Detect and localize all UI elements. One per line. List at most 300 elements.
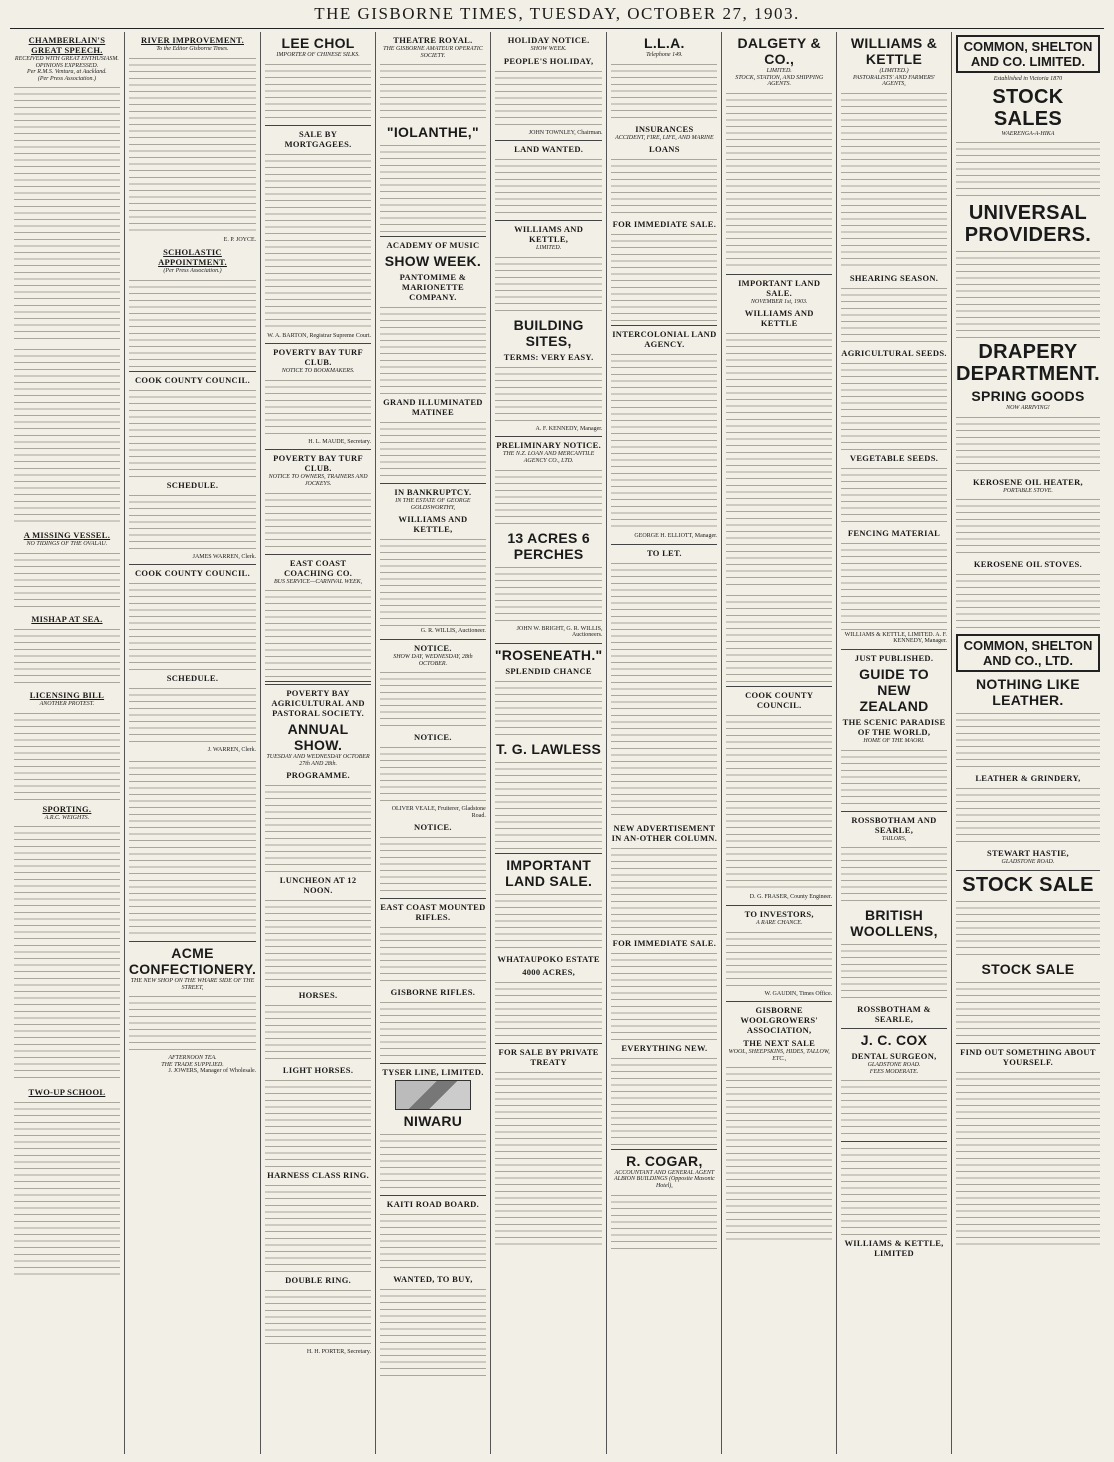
headline: THEATRE ROYAL.: [393, 35, 473, 45]
headline: GISBORNE RIFLES.: [390, 987, 476, 998]
headline: RIVER IMPROVEMENT.: [141, 35, 244, 45]
headline: STEWART HASTIE,: [986, 848, 1069, 859]
body-text: [841, 465, 947, 525]
body-text: [611, 351, 717, 531]
body-text: [841, 285, 947, 345]
headline: PROGRAMME.: [286, 770, 350, 781]
headline: 4000 ACRES,: [522, 966, 576, 977]
body-text: [265, 490, 371, 550]
headline: FOR IMMEDIATE SALE.: [612, 219, 717, 230]
divider: [129, 371, 256, 372]
body-text: [841, 844, 947, 904]
subheadline: ACCIDENT, FIRE, LIFE, AND MARINE: [615, 134, 714, 141]
schedule-table: [129, 685, 256, 745]
headline: STOCK SALES: [992, 85, 1064, 130]
notice-bankruptcy: [380, 487, 486, 635]
signature: A. F. KENNEDY, Manager.: [535, 425, 603, 432]
body-text: [380, 1211, 486, 1271]
body-text: [14, 626, 120, 686]
signature: G. R. WILLIS, Auctioneer.: [420, 628, 486, 635]
body-text: [611, 1055, 717, 1145]
subheadline: NO TIDINGS OF THE OVALAU.: [26, 541, 108, 548]
subheadline: TUESDAY AND WEDNESDAY OCTOBER 27th AND 28th.: [266, 754, 370, 767]
ad-williams-kettle: [841, 35, 947, 645]
body-text: [495, 254, 603, 314]
headline: LEE CHOL: [281, 35, 355, 51]
body-text: [380, 536, 486, 626]
divider: [380, 639, 486, 640]
divider: [129, 941, 256, 942]
body-text: [265, 782, 371, 872]
divider: [841, 1141, 947, 1142]
body-text: [265, 1287, 371, 1347]
headline: KEROSENE OIL HEATER,: [972, 476, 1083, 487]
body-text: [956, 496, 1100, 556]
ad-land-sale: [495, 857, 603, 1039]
body-text: [14, 1099, 120, 1279]
headline: SPORTING.: [42, 803, 92, 814]
subheadline: Established in Victoria 1870: [993, 76, 1063, 82]
ad-mortgagee-sale: [265, 129, 371, 340]
subheadline: NOTICE TO BOOKMAKERS.: [281, 368, 355, 375]
signature: W. GAUDIN, Times Office.: [764, 990, 833, 997]
headline: COOK COUNTY COUNCIL.: [134, 568, 250, 579]
headline: UNIVERSAL PROVIDERS.: [964, 202, 1092, 247]
dateline: Per R.M.S. Ventura, at Auckland.: [27, 69, 107, 76]
body-text: [726, 90, 832, 270]
subheadline: PASTORALISTS' AND FARMERS' AGENTS,: [852, 74, 936, 88]
body-text: [841, 90, 947, 270]
body-text: [265, 1077, 371, 1167]
headline: DALGETY & CO.,: [737, 35, 821, 67]
body-text: [611, 231, 717, 321]
headline: J. C. COX: [860, 1032, 928, 1049]
headline: COMMON, SHELTON AND CO., LTD.: [956, 634, 1100, 672]
headline: TO INVESTORS,: [744, 908, 814, 919]
headline: WILLIAMS & KETTLE: [850, 35, 938, 67]
subheadline: WAERENGA-A-HIKA: [1001, 130, 1055, 137]
divider: [265, 681, 371, 685]
subheadline: WOOL, SHEEPSKINS, HIDES, TALLOW, ETC.,: [728, 1049, 830, 1062]
headline: INTERCOLONIAL LAND AGENCY.: [612, 329, 717, 350]
ad-private-treaty: [495, 1047, 603, 1249]
signature: JAMES WARREN, Clerk.: [192, 553, 257, 560]
divider: [265, 125, 371, 126]
ad-coaching: [265, 558, 371, 678]
column-1: [10, 32, 125, 1454]
body-text: [380, 142, 486, 232]
signature: OLIVER VEALE, Fruiterer, Gladstone Road.: [391, 806, 486, 819]
body-text: [129, 387, 256, 477]
body-text: [129, 277, 256, 367]
subheadline: THE NEW SHOP ON THE WHARE SIDE OF THE STREET,: [130, 977, 255, 991]
subheadline: LIMITED.: [536, 245, 562, 252]
ad-find-out: [956, 1047, 1100, 1249]
divider: [265, 449, 371, 450]
article-licensing: [14, 690, 120, 800]
subheadline: A RARE CHANCE.: [756, 919, 803, 926]
body-text: [956, 1069, 1100, 1249]
headline: COMMON, SHELTON AND CO. LIMITED.: [956, 35, 1100, 73]
headline: AGRICULTURAL SEEDS.: [841, 347, 947, 358]
headline: POVERTY BAY TURF CLUB.: [273, 453, 363, 474]
headline: LUNCHEON AT 12 NOON.: [279, 875, 357, 896]
headline: SCHOLASTIC APPOINTMENT.: [158, 247, 227, 268]
divider: [495, 1043, 603, 1044]
headline: WANTED, TO BUY,: [393, 1274, 473, 1285]
headline: NEW ADVERTISEMENT IN AN-OTHER COLUMN.: [611, 822, 718, 843]
newspaper-page: [10, 32, 1104, 1454]
headline: VEGETABLE SEEDS.: [849, 452, 939, 463]
body-text: [726, 712, 832, 892]
headline: TERMS: VERY EASY.: [503, 351, 594, 362]
divider: [841, 811, 947, 812]
subheadline: A.R.C. WEIGHTS.: [44, 814, 90, 821]
divider: [380, 483, 486, 484]
headline: THE SCENIC PARADISE OF THE WORLD,: [842, 716, 946, 737]
notice-turf-club-1: [265, 347, 371, 445]
ad-lee-chol: [265, 35, 371, 121]
body-text: [495, 156, 603, 216]
divider: [956, 1043, 1100, 1044]
body-text: [495, 564, 603, 624]
headline: DENTAL SURGEON,: [851, 1051, 937, 1062]
headline: DOUBLE RING.: [285, 1275, 352, 1286]
article-two-up: [14, 1087, 120, 1279]
divider: [726, 686, 832, 687]
body-text: [265, 587, 371, 677]
headline: EVERYTHING NEW.: [621, 1042, 708, 1053]
headline: GISBORNE WOOLGROWERS' ASSOCIATION,: [740, 1005, 819, 1036]
headline: LICENSING BILL: [29, 689, 105, 700]
ad-dalgety: [726, 35, 832, 270]
headline: KEROSENE OIL STOVES.: [973, 559, 1083, 570]
body-text: [265, 897, 371, 987]
subheadline: STOCK, STATION, AND SHIPPING AGENTS.: [735, 74, 824, 88]
divider: [611, 325, 717, 326]
body-text: [841, 747, 947, 807]
headline: NOTICE.: [414, 732, 452, 743]
headline: WILLIAMS AND KETTLE: [744, 308, 814, 329]
headline: SHEARING SEASON.: [849, 272, 939, 283]
body-text: [841, 1077, 947, 1137]
headline: "IOLANTHE,": [386, 124, 479, 141]
body-text: [495, 364, 603, 424]
divider: [841, 1028, 947, 1029]
body-text: [14, 346, 120, 526]
subheadline: ANOTHER PROTEST.: [39, 700, 95, 707]
headline: NOTHING LIKE LEATHER.: [975, 676, 1080, 709]
body-text: [726, 592, 832, 682]
ad-intercolonial: [611, 329, 717, 540]
subheadline: OPINIONS EXPRESSED.: [35, 62, 99, 69]
headline: NOTICE.: [414, 822, 452, 833]
body-text: [14, 84, 120, 344]
notice-rifles: [380, 902, 486, 1059]
body-text: [956, 785, 1100, 845]
column-8: [837, 32, 952, 1454]
headline: THE NEXT SALE: [743, 1038, 816, 1049]
body-text: [265, 1002, 371, 1062]
body-text: [14, 823, 120, 1083]
headline: HARNESS CLASS RING.: [267, 1170, 369, 1181]
body-text: [495, 678, 603, 738]
headline: GRAND ILLUMINATED MATINEE: [383, 397, 483, 418]
subheadline: GLADSTONE ROAD.: [867, 1062, 921, 1069]
ad-common-shelton: [956, 35, 1100, 672]
ad-preliminary: [495, 440, 603, 638]
ad-roseneath: [495, 647, 603, 849]
column-5: [491, 32, 608, 1454]
body-text: [129, 580, 256, 670]
headline: R. COGAR,: [626, 1152, 703, 1169]
body-text: [956, 979, 1100, 1039]
notice-cook-county-tender: [726, 690, 832, 901]
subheadline: AFTERNOON TEA.: [168, 1055, 217, 1062]
body-text: [380, 924, 486, 984]
article-mishap: [14, 614, 120, 686]
ad-stock-sale: [956, 874, 1100, 1039]
body-text: [611, 61, 717, 121]
subheadline: IMPORTER OF CHINESE SILKS.: [276, 52, 360, 58]
headline: IN BANKRUPTCY.: [394, 487, 472, 498]
ad-annual-show: [265, 688, 371, 1356]
subheadline: Telephone 149.: [646, 52, 683, 58]
subheadline: IN THE ESTATE OF GEORGE GOLDSWORTHY,: [395, 498, 471, 511]
divider: [956, 870, 1100, 871]
body-text: [726, 1064, 832, 1244]
divider: [841, 649, 947, 650]
headline: LIGHT HORSES.: [282, 1065, 354, 1076]
article-missing-vessel: [14, 530, 120, 610]
subheadline: GLADSTONE ROAD.: [1001, 859, 1055, 866]
headline: SHOW WEEK.: [384, 253, 482, 270]
body-text: [611, 1192, 717, 1252]
body-text: [956, 414, 1100, 474]
signature: H. H. PORTER, Secretary.: [306, 1349, 371, 1356]
notice-kaiti: [380, 1199, 486, 1376]
body-text: [956, 248, 1100, 338]
headline: SALE BY MORTGAGEES.: [284, 128, 352, 149]
ad-acme: [129, 945, 256, 1075]
body-text: [956, 710, 1100, 770]
subheadline: BUS SERVICE—CARNIVAL WEEK,: [274, 578, 363, 585]
article-river: [129, 35, 256, 243]
subheadline: SHOW WEEK.: [530, 46, 567, 52]
ad-building-sites: [495, 224, 603, 432]
ad-land-wanted: [495, 144, 603, 216]
headline: NOTICE.: [414, 642, 452, 653]
headline: TO LET.: [646, 547, 682, 558]
headline: NIWARU: [403, 1113, 463, 1130]
headline: BUILDING SITES,: [513, 316, 584, 349]
body-text: [495, 979, 603, 1039]
body-text: [611, 950, 717, 1040]
body-text: [380, 1286, 486, 1376]
divider: [265, 343, 371, 344]
body-text: [380, 744, 486, 804]
headline: WILLIAMS AND KETTLE,: [514, 224, 584, 245]
headline: FENCING MATERIAL: [847, 527, 941, 538]
dateline: (Per Press Association.): [37, 75, 96, 82]
divider: [726, 905, 832, 906]
headline: PEOPLE'S HOLIDAY,: [503, 55, 594, 66]
body-text: [265, 61, 371, 121]
article-chamberlain: [14, 35, 120, 526]
newspaper-masthead: THE GISBORNE TIMES, TUESDAY, OCTOBER 27, 1903.: [10, 4, 1104, 29]
headline: LOANS: [648, 144, 680, 155]
subheadline: RECEIVED WITH GREAT ENTHUSIASM.: [14, 56, 119, 62]
subheadline: THE N.Z. LOAN AND MERCANTILE AGENCY CO., LTD.: [503, 451, 595, 464]
notice-cook-county-1: [129, 375, 256, 561]
signature: JOHN W. BRIGHT, G. R. WILLIS, Auctioneers.: [516, 625, 603, 639]
subheadline: NOW ARRIVING!: [1006, 405, 1050, 412]
body-text: [956, 139, 1100, 199]
divider: [611, 544, 717, 545]
signature: GEORGE H. ELLIOTT, Manager.: [634, 533, 718, 540]
headline: T. G. LAWLESS: [496, 740, 602, 757]
headline: COOK COUNTY COUNCIL.: [745, 690, 814, 711]
headline: L.L.A.: [644, 35, 685, 51]
headline: EAST COAST MOUNTED RIFLES.: [380, 902, 486, 923]
notice-turf-club-2: [265, 453, 371, 549]
headline: PRELIMINARY NOTICE.: [496, 440, 601, 451]
headline: BRITISH WOOLLENS,: [850, 907, 938, 940]
subheadline: THE TRADE SUPPLIED.: [161, 1061, 224, 1068]
ad-lla: [611, 35, 717, 321]
body-text: [380, 419, 486, 479]
headline: SPLENDID CHANCE: [505, 665, 592, 676]
headline: "ROSENEATH.": [494, 646, 603, 663]
body-text: [495, 68, 603, 128]
body-text: [129, 993, 256, 1053]
signature: E. P. JOYCE.: [223, 236, 257, 243]
body-text: [495, 467, 603, 527]
headline: LEATHER & GRINDERY,: [975, 773, 1081, 784]
body-text: [14, 710, 120, 800]
column-3: [261, 32, 376, 1454]
divider: [380, 1195, 486, 1196]
body-text: [380, 61, 486, 121]
signature: W. A. BARTON, Registrar Supreme Court.: [267, 332, 371, 339]
signature: J. WARREN, Clerk.: [207, 747, 257, 754]
ad-cogar: [611, 1153, 717, 1252]
body-text: [726, 929, 832, 989]
headline: STOCK SALE: [962, 873, 1094, 896]
body-text: [380, 669, 486, 729]
divider: [380, 898, 486, 899]
body-text: [495, 759, 603, 849]
ad-guide: [841, 653, 947, 807]
body-text: [611, 560, 717, 820]
body-text: [956, 898, 1100, 958]
divider: [495, 643, 603, 644]
body-text: [129, 55, 256, 235]
headline: POVERTY BAY TURF CLUB.: [273, 347, 363, 368]
subheadline: THE GISBORNE AMATEUR OPERATIC SOCIETY.: [383, 46, 483, 59]
ad-tyser-line: [380, 1067, 486, 1191]
divider: [726, 274, 832, 275]
headline: TWO-UP SCHOOL: [28, 1087, 106, 1098]
headline: GUIDE TO NEW ZEALAND: [859, 665, 929, 714]
dateline: (Per Press Association.): [163, 268, 222, 275]
column-7: [722, 32, 837, 1454]
headline: WHATAUPOKO ESTATE: [497, 953, 600, 964]
headline: 13 ACRES 6 PERCHES: [507, 529, 590, 562]
ad-wk-footer: [841, 1145, 947, 1258]
ad-land-sale-wk: [726, 278, 832, 683]
headline: ACME CONFECTIONERY.: [128, 944, 257, 977]
headline: COOK COUNTY COUNCIL.: [134, 374, 250, 385]
body-text: [956, 571, 1100, 631]
headline: HORSES.: [298, 990, 338, 1001]
signature: H. L. MAUDE, Secretary.: [308, 438, 371, 445]
headline: MISHAP AT SEA.: [31, 613, 103, 624]
body-text: [495, 1069, 603, 1249]
divider: [495, 140, 603, 141]
headline: DRAPERY DEPARTMENT.: [955, 341, 1100, 386]
headline: FOR SALE BY PRIVATE TREATY: [498, 1046, 599, 1067]
signature: JOHN TOWNLEY, Chairman.: [528, 129, 603, 136]
headline: POVERTY BAY AGRICULTURAL AND PASTORAL SOCIETY.: [271, 688, 365, 719]
signature: J. JOWERS, Manager of Wholesale.: [168, 1068, 257, 1075]
classifieds: [611, 548, 717, 1145]
divider: [380, 1063, 486, 1064]
notice-holiday: [495, 35, 603, 136]
headline: KAITI ROAD BOARD.: [386, 1199, 480, 1210]
subheadline: TAILORS,: [881, 835, 907, 842]
headline: INSURANCES: [635, 123, 694, 134]
subheadline: (LIMITED.): [879, 68, 909, 74]
subheadline: NOVEMBER 1st, 1903.: [750, 298, 808, 305]
ad-investors: [726, 909, 832, 997]
column-4: [376, 32, 491, 1454]
headline: SCHEDULE.: [166, 479, 219, 490]
subheadline: To the Editor Gisborne Times.: [156, 46, 229, 52]
body-text: [611, 156, 717, 216]
headline: STOCK SALE: [981, 960, 1075, 977]
body-text: [380, 999, 486, 1059]
notice-show-day: [380, 643, 486, 894]
article-sporting: [14, 804, 120, 1084]
subheadline: PORTABLE STOVE.: [1003, 487, 1053, 494]
body-text: [841, 1145, 947, 1235]
body-text: [380, 834, 486, 894]
steamship-illustration: [395, 1080, 471, 1110]
body-text: [841, 941, 947, 1001]
schedule-table: [129, 492, 256, 552]
body-text: [129, 758, 256, 938]
subheadline: NOTICE TO OWNERS, TRAINERS AND JOCKEYS.: [268, 474, 368, 487]
headline: ACADEMY OF MUSIC: [386, 240, 480, 251]
body-text: [380, 304, 486, 394]
body-text: [611, 845, 717, 935]
headline: LAND WANTED.: [514, 144, 584, 155]
subheadline: LIMITED.: [766, 68, 792, 74]
headline: SCHEDULE.: [166, 673, 219, 684]
signature: D. G. FRASER, County Engineer.: [749, 894, 833, 901]
headline: TYSER LINE, LIMITED.: [382, 1067, 484, 1078]
headline: ROSSBOTHAM & SEARLE,: [857, 1004, 931, 1025]
headline: FOR IMMEDIATE SALE.: [612, 937, 717, 948]
headline: FIND OUT SOMETHING ABOUT YOURSELF.: [960, 1046, 1096, 1067]
subheadline: ACCOUNTANT AND GENERAL AGENT: [614, 1169, 715, 1176]
body-text: [495, 891, 603, 951]
headline: WILLIAMS AND KETTLE,: [398, 514, 468, 535]
ad-theatre: [380, 35, 486, 232]
divider: [726, 1001, 832, 1002]
body-text: [841, 360, 947, 450]
